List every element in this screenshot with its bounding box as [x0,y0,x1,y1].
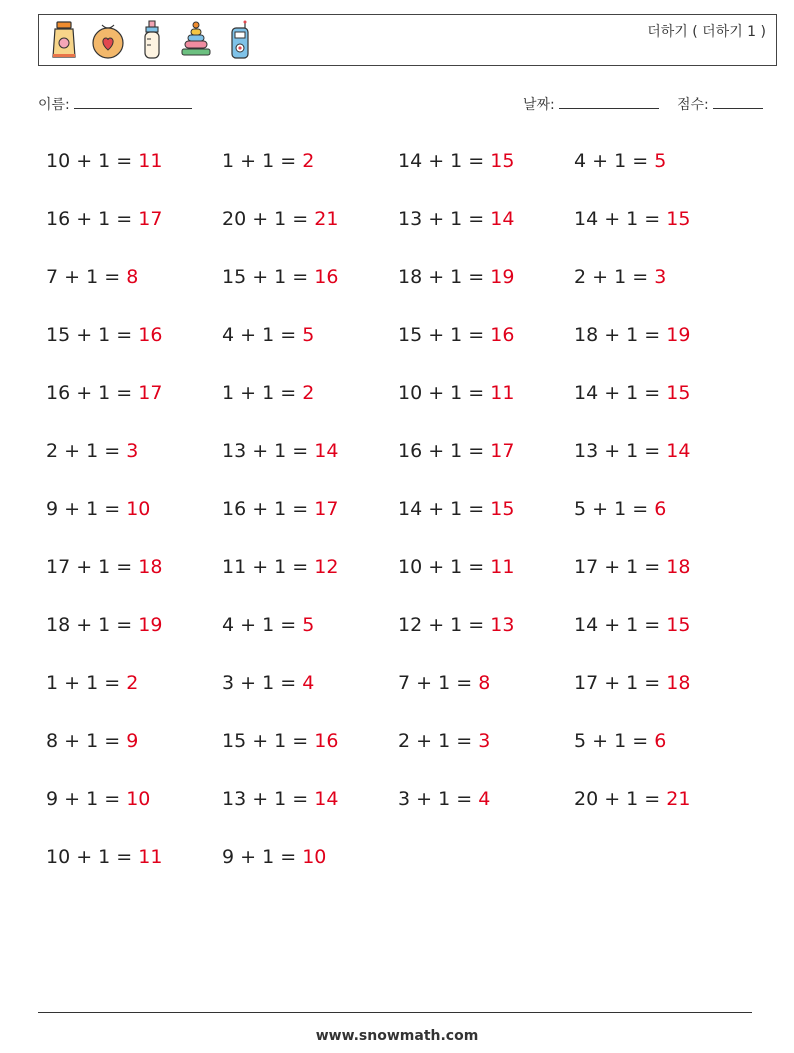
problem-question: 16 + 1 = [46,208,133,230]
problem-question: 20 + 1 = [574,788,661,810]
problem-question: 3 + 1 = [222,672,297,694]
problem-question: 15 + 1 = [46,324,133,346]
problem-question: 9 + 1 = [222,846,297,868]
problem-answer: 15 [666,382,691,404]
problem-item [46,841,222,899]
problem-item [574,145,750,203]
problem-answer: 17 [314,498,339,520]
problem-answer: 2 [302,150,315,172]
problem-item [222,435,398,493]
problem-item [398,261,574,319]
baby-bottle-icon [135,19,169,61]
problem-answer: 3 [126,440,139,462]
problem-item [46,203,222,261]
problem-item [398,319,574,377]
problem-item [222,725,398,783]
problem-item [222,203,398,261]
problem-question: 13 + 1 = [222,440,309,462]
problem-question: 16 + 1 = [46,382,133,404]
problem-question: 15 + 1 = [222,266,309,288]
problem-question: 4 + 1 = [574,150,649,172]
problem-answer: 8 [478,672,491,694]
problem-answer: 5 [302,324,315,346]
problem-question: 2 + 1 = [574,266,649,288]
problem-answer: 21 [314,208,339,230]
problem-answer: 16 [490,324,515,346]
problem-item [46,609,222,667]
problem-item [574,667,750,725]
problem-question: 1 + 1 = [222,150,297,172]
problem-question: 15 + 1 = [398,324,485,346]
problem-item [574,319,750,377]
worksheet-title: 더하기 ( 더하기 1 ) [647,24,766,40]
problem-question: 5 + 1 = [574,730,649,752]
problem-item [46,551,222,609]
problem-question: 14 + 1 = [398,498,485,520]
problem-item [398,203,574,261]
problem-question: 17 + 1 = [574,556,661,578]
problem-question: 14 + 1 = [574,208,661,230]
problem-item [574,493,750,551]
problem-item [46,145,222,203]
problem-answer: 18 [666,556,691,578]
problem-question: 7 + 1 = [398,672,473,694]
problem-item [574,783,750,841]
problem-item [46,725,222,783]
problem-question: 16 + 1 = [398,440,485,462]
problem-answer: 15 [490,498,515,520]
problem-question: 4 + 1 = [222,324,297,346]
problem-answer: 4 [478,788,491,810]
date-label: 날짜: [523,97,555,113]
name-label: 이름: [38,97,70,113]
problem-item [46,319,222,377]
problem-question: 2 + 1 = [46,440,121,462]
problem-item [574,609,750,667]
problem-item [398,493,574,551]
problem-item [222,841,398,899]
problem-item [398,667,574,725]
problem-question: 16 + 1 = [222,498,309,520]
problem-item [222,145,398,203]
problem-question: 14 + 1 = [398,150,485,172]
problem-item [398,145,574,203]
problem-answer: 14 [314,788,339,810]
problem-item [46,783,222,841]
score-label: 점수: [677,97,709,113]
problem-item [222,261,398,319]
problem-item [398,725,574,783]
problem-question: 17 + 1 = [574,672,661,694]
problem-question: 17 + 1 = [46,556,133,578]
problem-answer: 18 [138,556,163,578]
problem-answer: 5 [302,614,315,636]
problem-item [222,377,398,435]
problem-item [222,551,398,609]
problem-answer: 21 [666,788,691,810]
date-field [523,94,659,114]
problem-answer: 3 [654,266,667,288]
problem-item [398,783,574,841]
problem-answer: 16 [138,324,163,346]
problem-question: 9 + 1 = [46,788,121,810]
problem-answer: 15 [666,208,691,230]
baby-monitor-icon [223,19,257,61]
problem-item [46,493,222,551]
worksheet-header [38,14,777,66]
problem-question: 14 + 1 = [574,614,661,636]
problem-question: 5 + 1 = [574,498,649,520]
problem-question: 2 + 1 = [398,730,473,752]
problem-item [222,783,398,841]
problem-item [222,319,398,377]
problem-item [398,435,574,493]
problem-answer: 19 [138,614,163,636]
problem-question: 8 + 1 = [46,730,121,752]
problem-answer: 18 [666,672,691,694]
problem-item [46,667,222,725]
baby-bib-icon [91,19,125,61]
problem-question: 10 + 1 = [46,846,133,868]
problem-answer: 10 [302,846,327,868]
problem-question: 11 + 1 = [222,556,309,578]
problem-question: 10 + 1 = [398,382,485,404]
problem-answer: 14 [490,208,515,230]
problem-question: 1 + 1 = [222,382,297,404]
problem-answer: 3 [478,730,491,752]
problem-question: 12 + 1 = [398,614,485,636]
name-blank-line [74,94,192,109]
problem-item [574,203,750,261]
icon-strip [47,19,257,61]
problem-question: 7 + 1 = [46,266,121,288]
problem-answer: 10 [126,498,151,520]
score-blank-line [713,94,763,109]
sunscreen-bottle-icon [47,19,81,61]
date-blank-line [559,94,659,109]
problem-question: 18 + 1 = [398,266,485,288]
problem-question: 3 + 1 = [398,788,473,810]
problem-item [222,609,398,667]
problem-question: 4 + 1 = [222,614,297,636]
problem-answer: 15 [666,614,691,636]
problem-question: 10 + 1 = [398,556,485,578]
problem-answer: 11 [490,382,515,404]
problem-item [46,377,222,435]
problem-answer: 6 [654,730,667,752]
problem-question: 20 + 1 = [222,208,309,230]
problem-question: 13 + 1 = [398,208,485,230]
problem-answer: 16 [314,730,339,752]
score-field [677,94,763,114]
stacking-rings-toy-icon [179,19,213,61]
problem-answer: 12 [314,556,339,578]
problem-item [398,551,574,609]
problem-answer: 11 [490,556,515,578]
problem-answer: 2 [126,672,139,694]
problem-item [574,725,750,783]
problem-question: 13 + 1 = [222,788,309,810]
problem-answer: 11 [138,846,163,868]
problem-answer: 11 [138,150,163,172]
problem-answer: 16 [314,266,339,288]
problem-question: 18 + 1 = [574,324,661,346]
problem-question: 15 + 1 = [222,730,309,752]
name-field [38,94,192,114]
problem-answer: 2 [302,382,315,404]
problem-answer: 8 [126,266,139,288]
problem-question: 1 + 1 = [46,672,121,694]
problem-item [46,435,222,493]
problem-answer: 9 [126,730,139,752]
problem-answer: 17 [138,382,163,404]
problem-question: 18 + 1 = [46,614,133,636]
problem-question: 14 + 1 = [574,382,661,404]
problem-question: 13 + 1 = [574,440,661,462]
problem-answer: 6 [654,498,667,520]
problem-grid [46,145,750,899]
problem-answer: 15 [490,150,515,172]
problem-answer: 4 [302,672,315,694]
problem-item [574,261,750,319]
problem-answer: 19 [666,324,691,346]
footer-url: www.snowmath.com [315,1028,479,1044]
problem-answer: 14 [314,440,339,462]
problem-answer: 10 [126,788,151,810]
problem-answer: 13 [490,614,515,636]
problem-answer: 19 [490,266,515,288]
problem-question: 10 + 1 = [46,150,133,172]
footer-divider [38,1012,752,1013]
problem-item [398,377,574,435]
problem-answer: 14 [666,440,691,462]
problem-answer: 17 [138,208,163,230]
problem-question: 9 + 1 = [46,498,121,520]
problem-item [574,551,750,609]
problem-answer: 17 [490,440,515,462]
problem-item [574,435,750,493]
problem-item [398,609,574,667]
problem-item [222,493,398,551]
problem-item [574,377,750,435]
problem-item [222,667,398,725]
problem-item [46,261,222,319]
problem-answer: 5 [654,150,667,172]
